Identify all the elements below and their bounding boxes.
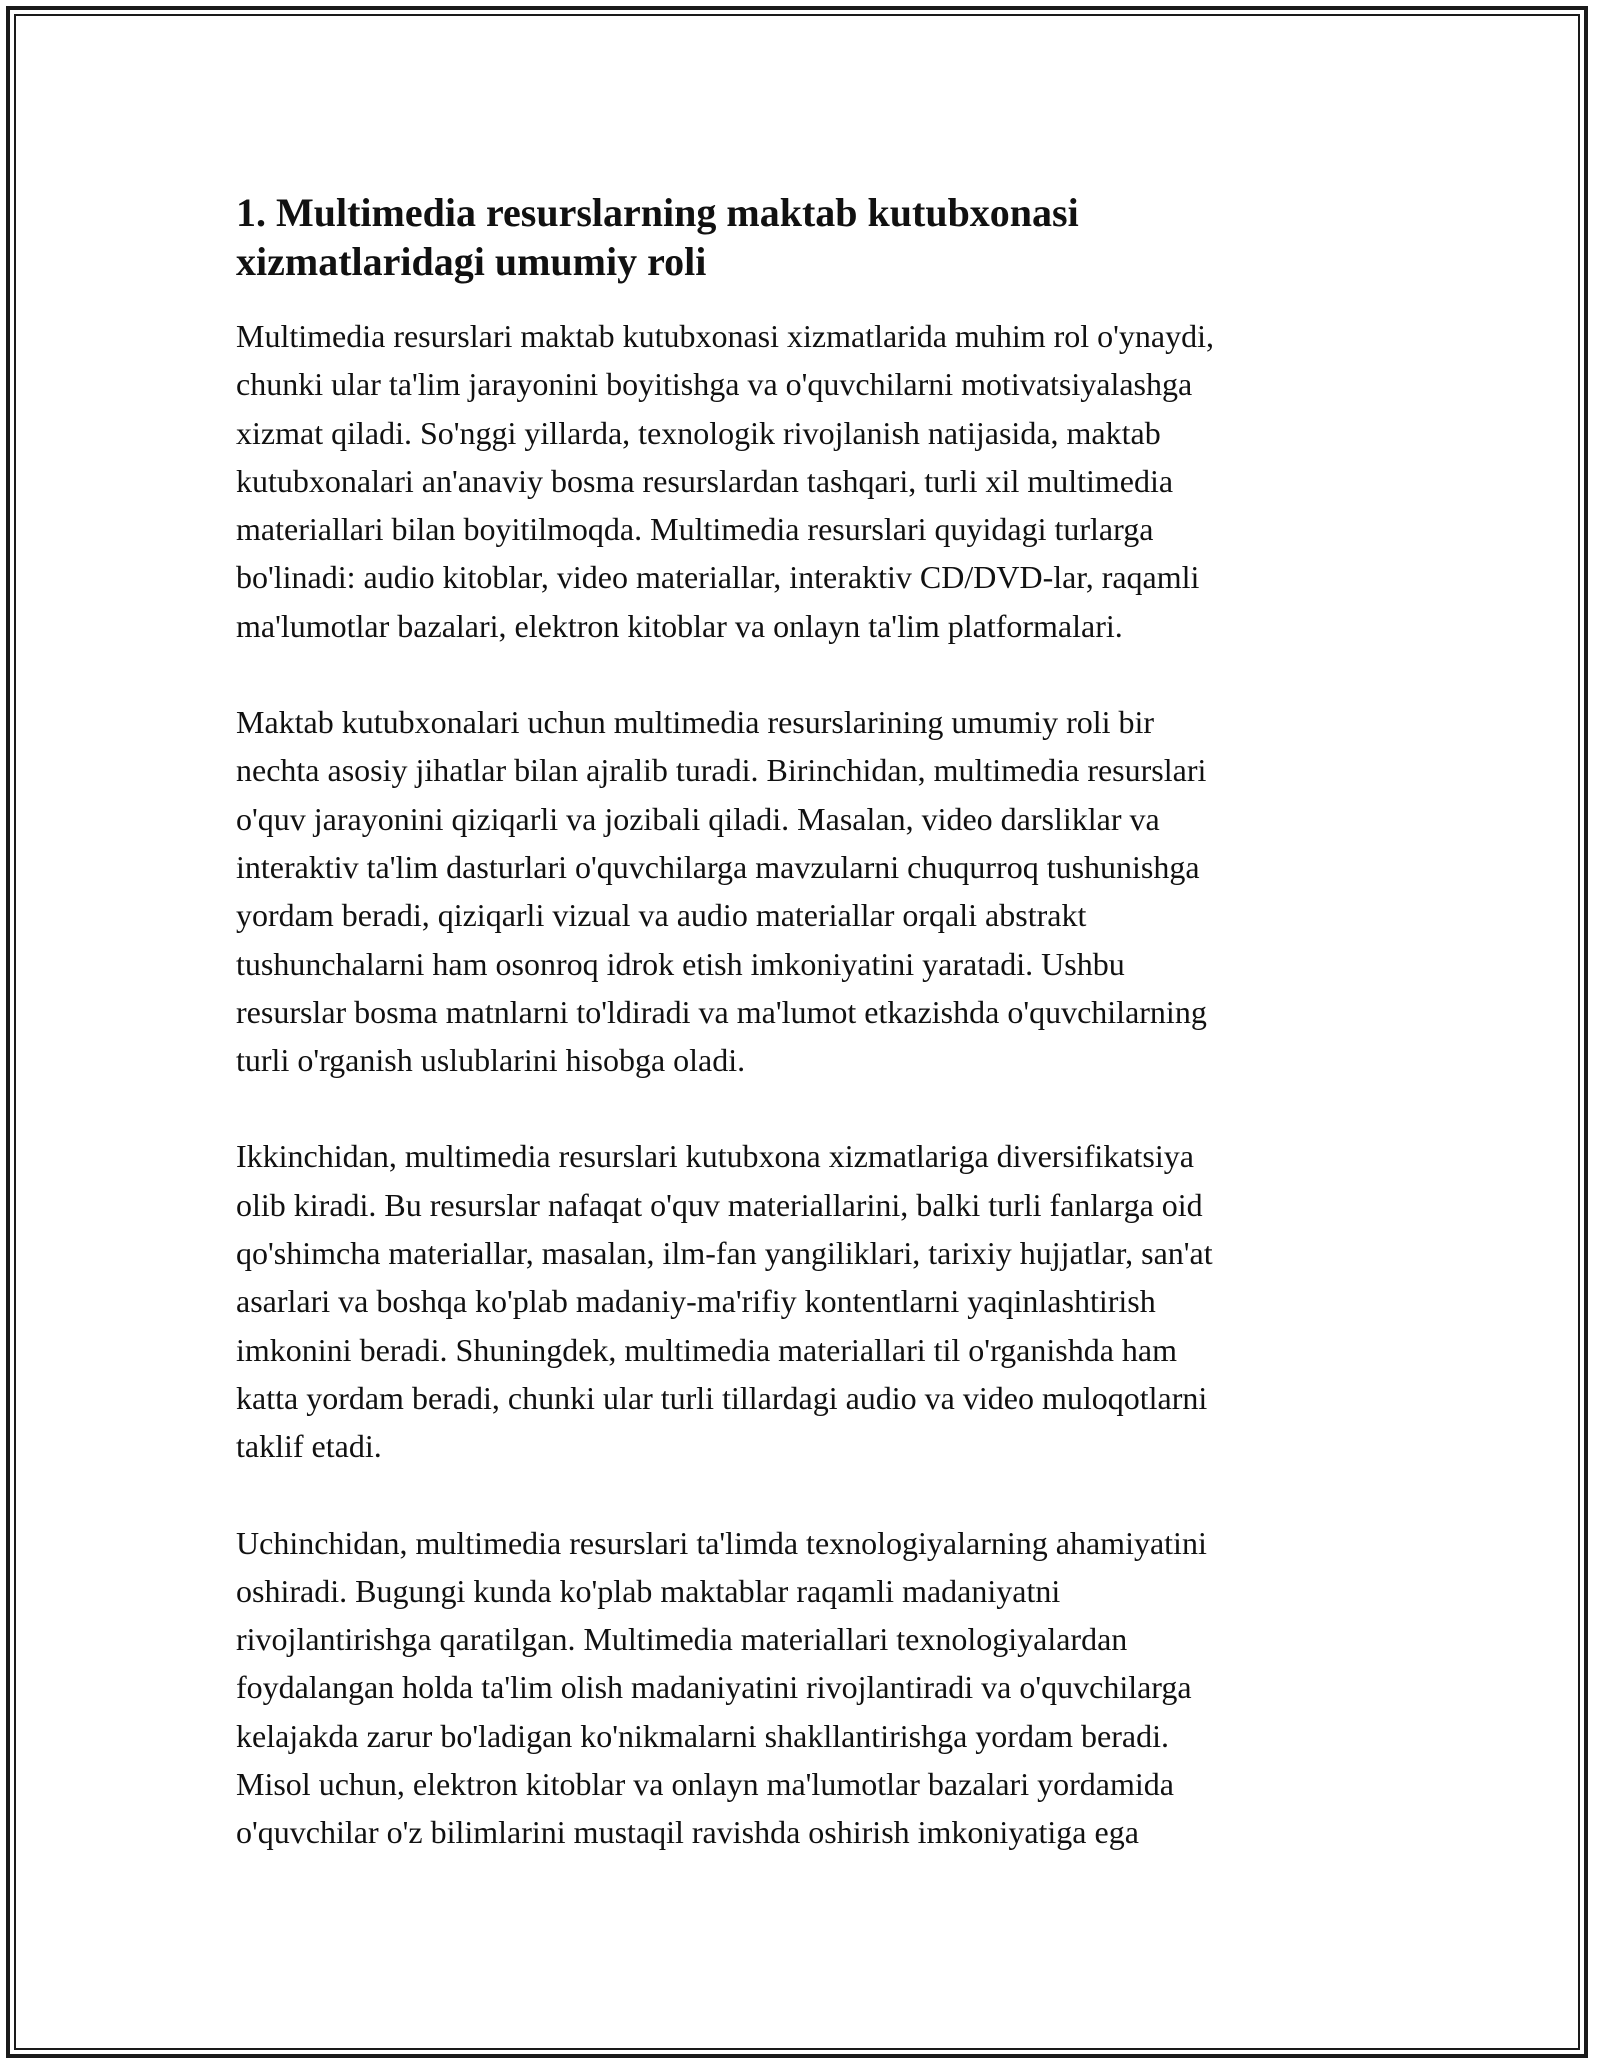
section-heading xyxy=(236,188,1366,286)
text-line: foydalangan holda ta'lim olish madaniyatini rivojlantiradi va o'quvchilarga xyxy=(236,1669,1192,1706)
text-line: qo'shimcha materiallar, masalan, ilm-fan yangiliklari, tarixiy hujjatlar, san'at xyxy=(236,1235,1213,1272)
text-line: bo'linadi: audio kitoblar, video materiallar, interaktiv CD/DVD-lar, raqamli xyxy=(236,559,1200,596)
text-line: materiallari bilan boyitilmoqda. Multimedia resurslari quyidagi turlarga xyxy=(236,511,1154,548)
text-line: o'quvchilar o'z bilimlarini mustaqil ravishda oshirish imkoniyatiga ega xyxy=(236,1814,1139,1851)
paragraph-3 xyxy=(236,1132,1366,1470)
text-line: Misol uchun, elektron kitoblar va onlayn ma'lumotlar bazalari yordamida xyxy=(236,1766,1174,1803)
text-line: chunki ular ta'lim jarayonini boyitishga va o'quvchilarni motivatsiyalashga xyxy=(236,366,1193,403)
text-line: nechta asosiy jihatlar bilan ajralib turadi. Birinchidan, multimedia resurslari xyxy=(236,752,1207,789)
text-line: ma'lumotlar bazalari, elektron kitoblar va onlayn ta'lim platformalari. xyxy=(236,607,1123,644)
text-line: oshiradi. Bugungi kunda ko'plab maktablar raqamli madaniyatni xyxy=(236,1572,1061,1609)
text-line: turli o'rganish uslublarini hisobga oladi. xyxy=(236,1042,746,1079)
text-line: yordam beradi, qiziqarli vizual va audio materiallar orqali abstrakt xyxy=(236,897,1087,934)
text-line: resurslar bosma matnlarni to'ldiradi va ma'lumot etkazishda o'quvchilarning xyxy=(236,993,1207,1030)
text-line: asarlari va boshqa ko'plab madaniy-ma'rifiy kontentlarni yaqinlashtirish xyxy=(236,1283,1156,1320)
heading-line: 1. Multimedia resurslarning maktab kutubxonasi xyxy=(236,190,1079,235)
text-line: imkonini beradi. Shuningdek, multimedia materiallari til o'rganishda ham xyxy=(236,1331,1177,1368)
paragraph-4 xyxy=(236,1519,1366,1857)
text-line: Ikkinchidan, multimedia resurslari kutubxona xizmatlariga diversifikatsiya xyxy=(236,1138,1194,1175)
text-line: Uchinchidan, multimedia resurslari ta'limda texnologiyalarning ahamiyatini xyxy=(236,1524,1207,1561)
text-line: interaktiv ta'lim dasturlari o'quvchilarga mavzularni chuqurroq tushunishga xyxy=(236,848,1200,885)
document-body xyxy=(236,188,1366,1857)
text-line: o'quv jarayonini qiziqarli va jozibali qiladi. Masalan, video darsliklar va xyxy=(236,800,1160,837)
text-line: xizmat qiladi. So'nggi yillarda, texnologik rivojlanish natijasida, maktab xyxy=(236,414,1161,451)
text-line: Maktab kutubxonalari uchun multimedia resurslarining umumiy roli bir xyxy=(236,704,1155,741)
text-line: Multimedia resurslari maktab kutubxonasi xizmatlarida muhim rol o'ynaydi, xyxy=(236,318,1214,354)
text-line: kelajakda zarur bo'ladigan ko'nikmalarni shakllantirishga yordam beradi. xyxy=(236,1717,1169,1754)
text-line: olib kiradi. Bu resurslar nafaqat o'quv materiallarini, balki turli fanlarga oid xyxy=(236,1186,1203,1223)
heading-line: xizmatlaridagi umumiy roli xyxy=(236,239,707,284)
text-line: kutubxonalari an'anaviy bosma resurslardan tashqari, turli xil multimedia xyxy=(236,462,1174,499)
paragraph-1 xyxy=(236,312,1366,650)
text-line: rivojlantirishga qaratilgan. Multimedia materiallari texnologiyalardan xyxy=(236,1621,1128,1658)
paragraph-2 xyxy=(236,698,1366,1084)
text-line: katta yordam beradi, chunki ular turli tillardagi audio va video muloqotlarni xyxy=(236,1379,1208,1416)
text-line: taklif etadi. xyxy=(236,1428,382,1465)
text-line: tushunchalarni ham osonroq idrok etish imkoniyatini yaratadi. Ushbu xyxy=(236,945,1125,982)
